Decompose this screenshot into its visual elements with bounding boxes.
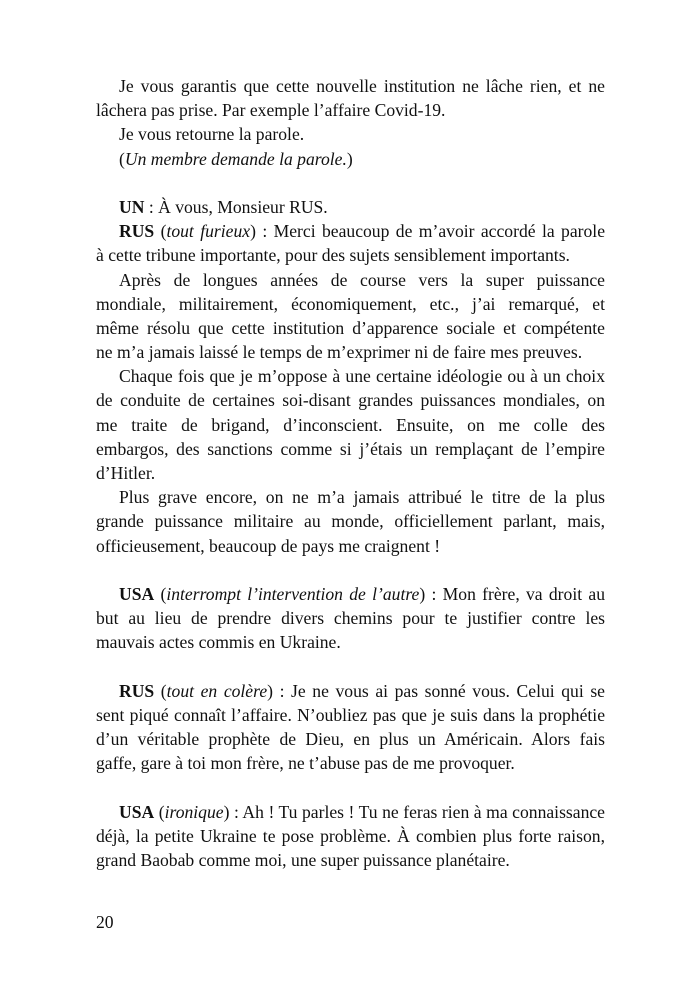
- paragraph-line: [96, 751, 605, 775]
- body-text: [96, 74, 605, 872]
- paragraph-line: [96, 74, 605, 98]
- text-run: grand Baobab comme moi, une super puissance planétaire.: [96, 850, 510, 870]
- text-run: : Merci beaucoup de m’avoir accordé la parole: [255, 221, 605, 242]
- paragraph-line: [96, 437, 605, 461]
- paragraph-line: [96, 824, 605, 848]
- text-run: Après de longues années de course vers la super puissance: [119, 269, 605, 290]
- dialogue-line: USA (ironique) : Ah ! Tu parles ! Tu ne feras rien à ma connaissance: [96, 800, 605, 824]
- paragraph-line: [96, 122, 605, 146]
- text-run: Plus grave encore, on ne m’a jamais attribué le titre de la plus: [119, 487, 605, 508]
- text-run: lâchera pas prise. Par exemple l’affaire Covid-19.: [96, 100, 446, 121]
- text-run: ne m’a jamais laissé le temps de m’exprimer ni de faire mes preuves.: [96, 342, 583, 363]
- text-run: grande puissance militaire au monde, officiellement parlant, mais,: [96, 511, 605, 532]
- text-run: à cette tribune importante, pour des sujets sensiblement importants.: [96, 245, 570, 266]
- dialogue-line: USA (interrompt l’intervention de l’autre) : Mon frère, va droit au: [119, 583, 605, 604]
- text-run: me traite de brigand, d’inconscient. Ensuite, on me colle des: [96, 414, 605, 435]
- text-run: officieusement, beaucoup de pays me craignent !: [96, 535, 441, 556]
- text-run: mondiale, militairement, économiquement, etc., j’ai remarqué, et: [96, 293, 605, 314]
- paragraph-line: [96, 340, 605, 364]
- paragraph-line: [96, 292, 605, 316]
- paragraph-line: [96, 316, 605, 340]
- text-run: : Ah ! Tu parles ! Tu ne feras rien à ma connaissance: [233, 801, 605, 822]
- text-run: but au lieu de prendre divers chemins pour te justifier contre les: [96, 608, 605, 629]
- spacer: [96, 171, 605, 195]
- dialogue-line: RUS (tout furieux) : Merci beaucoup de m’avoir accordé la parole: [119, 221, 605, 242]
- paragraph-line: [96, 461, 605, 485]
- text-run: d’un véritable prophète de Dieu, en plus un Américain. Alors fais: [96, 729, 605, 750]
- stage-direction: tout en colère: [166, 680, 268, 701]
- stage-direction: interrompt l’intervention de l’autre: [166, 583, 420, 604]
- paragraph-line: [96, 630, 605, 654]
- text-run: (: [119, 148, 125, 169]
- speaker-name: USA: [119, 583, 155, 604]
- dialogue-line: [96, 195, 605, 219]
- speaker-name: RUS: [119, 221, 155, 242]
- text-run: d’Hitler.: [96, 463, 156, 483]
- text-run: : À vous, Monsieur RUS.: [144, 196, 328, 217]
- paragraph-line: [96, 727, 605, 751]
- text-run: Je vous garantis que cette nouvelle institution ne lâche rien, et ne: [119, 76, 605, 96]
- spacer: [96, 558, 605, 582]
- stage-direction: Un membre demande la parole.: [124, 148, 347, 169]
- stage-direction: tout furieux: [166, 221, 251, 242]
- speaker-name: RUS: [119, 680, 155, 701]
- text-run: : Je ne vous ai pas sonné vous. Celui qui se: [272, 680, 605, 701]
- text-run: déjà, la petite Ukraine te pose problème. À combien plus forte raison,: [96, 825, 605, 846]
- text-run: ): [346, 148, 353, 169]
- paragraph-line: [96, 703, 605, 727]
- paragraph-line: [96, 98, 605, 122]
- speaker-name: USA: [119, 801, 155, 822]
- text-run: gaffe, gare à toi mon frère, ne t’abuse pas de me provoquer.: [96, 753, 515, 774]
- spacer: [96, 655, 605, 679]
- page-number: 20: [96, 912, 114, 932]
- paragraph-line: [96, 485, 605, 509]
- stage-direction: ironique: [164, 801, 224, 822]
- text-run: Je vous retourne la parole.: [119, 124, 305, 145]
- text-run: : Mon frère, va droit au: [425, 583, 605, 604]
- paragraph-line: [96, 364, 605, 388]
- paragraph-line: [96, 534, 605, 558]
- paragraph-line: [96, 509, 605, 533]
- paragraph-line: [96, 413, 605, 437]
- paragraph-line: [96, 606, 605, 630]
- text-run: même résolu que cette institution d’apparence sociale et compétente: [96, 317, 605, 338]
- text-run: embargos, des sanctions comme si j’étais un remplaçant de l’empire: [96, 438, 605, 459]
- dialogue-line: RUS (tout en colère) : Je ne vous ai pas sonné vous. Celui qui se: [119, 680, 605, 701]
- text-run: mauvais actes commis en Ukraine.: [96, 632, 341, 653]
- text-run: sent piqué connaît l’affaire. N’oubliez pas que je suis dans la prophétie: [96, 704, 605, 725]
- paragraph-line: [96, 268, 605, 292]
- spacer: [96, 775, 605, 799]
- speaker-name: UN: [119, 196, 145, 217]
- text-run: de conduite de certaines soi-disant grandes puissances mondiales, on: [96, 390, 605, 411]
- paragraph-line: [96, 848, 605, 872]
- paragraph-line: [96, 243, 605, 267]
- paragraph-line: [96, 388, 605, 412]
- stage-direction-line: [96, 147, 605, 171]
- text-run: Chaque fois que je m’oppose à une certaine idéologie ou à un choix: [119, 366, 605, 387]
